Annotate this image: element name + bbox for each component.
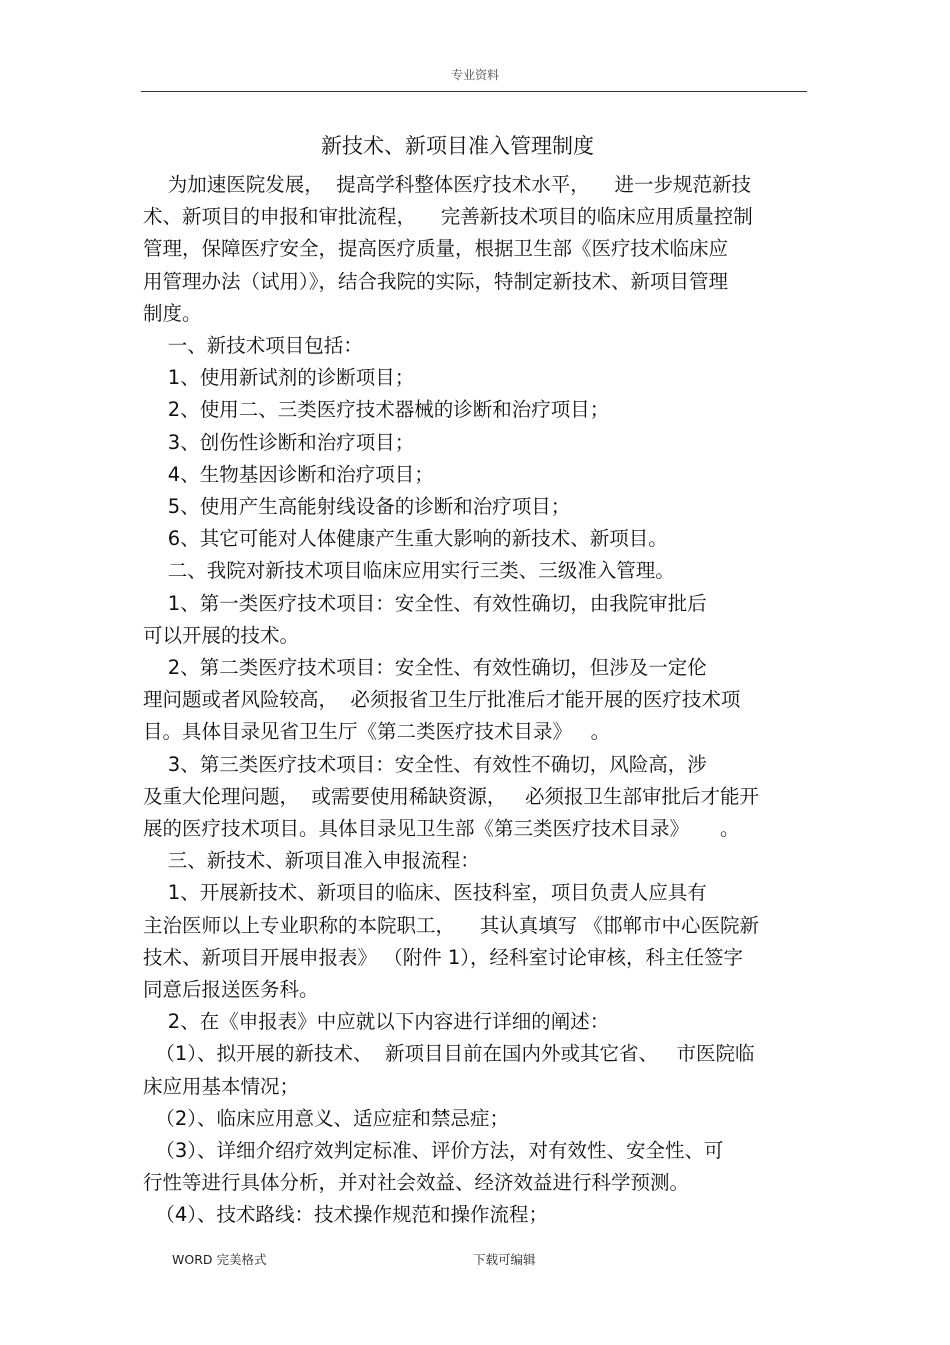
body-line: 床应用基本情况； bbox=[143, 1074, 300, 1098]
body-line: 为加速医院发展， 提高学科整体医疗技术水平， 进一步规范新技 bbox=[143, 173, 751, 196]
body-line: 管理，保障医疗安全，提高医疗质量，根据卫生部《医疗技术临床应 bbox=[143, 237, 729, 261]
document-title: 新技术、新项目准入管理制度 bbox=[321, 134, 594, 158]
body-line: 一、新技术项目包括： bbox=[143, 334, 363, 357]
body-line: 主治医师以上专业职称的本院职工， 其认真填写 《邯郸市中心医院新 bbox=[143, 913, 759, 937]
body-line: 2、使用二、三类医疗技术器械的诊断和治疗项目； bbox=[143, 398, 610, 422]
footer-right-text: 下载可编辑 bbox=[473, 1252, 536, 1267]
footer-left-text: WORD 完美格式 bbox=[172, 1252, 267, 1267]
body-line: 4、生物基因诊断和治疗项目； bbox=[143, 462, 434, 486]
body-line: 二、我院对新技术项目临床应用实行三类、三级准入管理。 bbox=[143, 559, 675, 583]
body-line: 理问题或者风险较高， 必须报省卫生厅批准后才能开展的医疗技术项 bbox=[143, 688, 741, 712]
body-line: 1、使用新试剂的诊断项目； bbox=[143, 366, 415, 390]
body-line: 3、第三类医疗技术项目：安全性、有效性不确切，风险高，涉 bbox=[143, 752, 707, 776]
body-line: 2、第二类医疗技术项目：安全性、有效性确切，但涉及一定伦 bbox=[143, 656, 707, 679]
body-line: 及重大伦理问题， 或需要使用稀缺资源， 必须报卫生部审批后才能开 bbox=[143, 784, 759, 808]
body-line: 可以开展的技术。 bbox=[143, 623, 300, 647]
body-line: 1、开展新技术、新项目的临床、医技科室，项目负责人应具有 bbox=[143, 881, 707, 905]
body-line: （4）、技术路线：技术操作规范和操作流程； bbox=[143, 1203, 549, 1227]
body-line: 1、第一类医疗技术项目：安全性、有效性确切，由我院审批后 bbox=[143, 591, 707, 615]
body-line: （2）、临床应用意义、适应症和禁忌症； bbox=[143, 1106, 510, 1130]
body-line: 用管理办法（试用）》，结合我院的实际，特制定新技术、新项目管理 bbox=[143, 269, 729, 293]
body-line: （3）、详细介绍疗效判定标准、评价方法，对有效性、安全性、可 bbox=[143, 1139, 724, 1162]
body-line: 5、使用产生高能射线设备的诊断和治疗项目； bbox=[143, 495, 571, 518]
page-header: 专业资料 bbox=[450, 68, 499, 82]
body-line: 行性等进行具体分析，并对社会效益、经济效益进行科学预测。 bbox=[143, 1171, 690, 1195]
header-divider bbox=[141, 91, 807, 92]
body-line: 制度。 bbox=[143, 301, 202, 325]
body-line: 同意后报送医务科。 bbox=[143, 978, 319, 1001]
body-line: 3、创伤性诊断和治疗项目； bbox=[143, 430, 415, 454]
body-line: 展的医疗技术项目。具体目录见卫生部《第三类医疗技术目录》 。 bbox=[143, 817, 740, 840]
body-line: 技术、新项目开展申报表》 （附件 1），经科室讨论审核，科主任签字 bbox=[143, 945, 744, 969]
body-line: 三、新技术、新项目准入申报流程： bbox=[143, 849, 480, 873]
body-line: 6、其它可能对人体健康产生重大影响的新技术、新项目。 bbox=[143, 527, 668, 551]
body-line: 术、新项目的申报和审批流程， 完善新技术项目的临床应用质量控制 bbox=[143, 205, 753, 229]
body-line: （1）、拟开展的新技术、 新项目目前在国内外或其它省、 市医院临 bbox=[143, 1042, 755, 1066]
body-line: 2、在《申报表》中应就以下内容进行详细的阐述： bbox=[143, 1010, 610, 1034]
body-line: 目。具体目录见省卫生厅《第二类医疗技术目录》 。 bbox=[143, 720, 611, 744]
